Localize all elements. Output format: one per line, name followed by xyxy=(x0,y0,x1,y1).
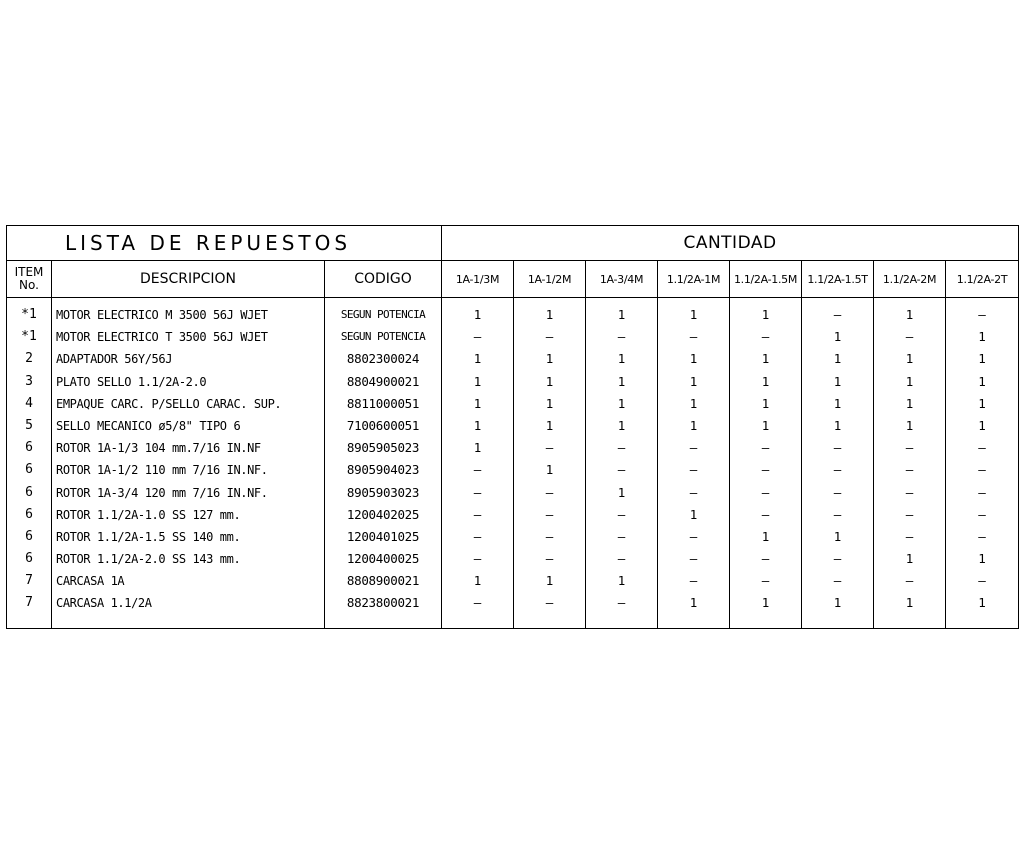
quantity-column xyxy=(514,298,586,629)
part-code: 8804900021 xyxy=(346,373,420,389)
quantity-cell: – xyxy=(905,506,914,522)
codigo-column xyxy=(325,298,442,629)
quantity-cell: 1 xyxy=(473,440,482,456)
part-code: 8811000051 xyxy=(346,395,420,411)
part-description: EMPAQUE CARC. P/SELLO CARAC. SUP. xyxy=(56,396,282,411)
quantity-cell: 1 xyxy=(617,395,626,411)
quantity-cell: 1 xyxy=(905,373,914,389)
quantity-cell: – xyxy=(761,329,770,345)
quantity-cell: – xyxy=(833,573,842,589)
quantity-cell: – xyxy=(617,506,626,522)
model-header: 1.1/2A-1M xyxy=(658,261,730,298)
quantity-cell: – xyxy=(905,528,914,544)
part-description: PLATO SELLO 1.1/2A-2.0 xyxy=(56,374,207,389)
quantity-cell: 1 xyxy=(833,395,842,411)
quantity-cell: – xyxy=(833,506,842,522)
quantity-column xyxy=(874,298,946,629)
part-code: 8808900021 xyxy=(346,573,420,589)
quantity-cell: 1 xyxy=(761,417,770,433)
quantity-cell: – xyxy=(473,528,482,544)
quantity-cell: – xyxy=(617,551,626,567)
item-number: 6 xyxy=(25,506,33,522)
part-description: ROTOR 1A-1/2 110 mm 7/16 IN.NF. xyxy=(56,463,268,478)
part-code: 7100600051 xyxy=(346,417,420,433)
quantity-cell: 1 xyxy=(689,417,698,433)
part-code: 1200401025 xyxy=(346,528,420,544)
quantity-cell: 1 xyxy=(689,595,698,611)
quantity-cell: 1 xyxy=(833,528,842,544)
quantity-cell: – xyxy=(473,484,482,500)
quantity-cell: – xyxy=(473,462,482,478)
item-number: 7 xyxy=(25,573,33,589)
quantity-column xyxy=(658,298,730,629)
part-description: MOTOR ELECTRICO M 3500 56J WJET xyxy=(56,308,268,322)
quantity-cell: – xyxy=(978,462,986,478)
quantity-cell: – xyxy=(905,440,914,456)
quantity-cell: 1 xyxy=(978,373,986,389)
part-code: 8802300024 xyxy=(346,351,420,367)
quantity-cell: – xyxy=(905,573,914,589)
quantity-cell: – xyxy=(689,462,698,478)
part-code: SEGUN POTENCIA xyxy=(340,330,426,344)
quantity-cell: 1 xyxy=(545,573,554,589)
item-no-header xyxy=(7,261,52,298)
quantity-cell: – xyxy=(473,329,482,345)
part-description: MOTOR ELECTRICO T 3500 56J WJET xyxy=(56,330,268,345)
quantity-cell: – xyxy=(978,307,986,322)
quantity-cell: – xyxy=(545,595,554,611)
model-header: 1.1/2A-1.5M xyxy=(730,261,802,298)
part-code: 1200402025 xyxy=(346,506,420,522)
quantity-cell: 1 xyxy=(905,395,914,411)
descripcion-header: DESCRIPCION xyxy=(52,261,325,298)
part-code: 8905905023 xyxy=(346,440,420,456)
part-description: SELLO MECANICO ø5/8" TIPO 6 xyxy=(56,418,241,433)
model-header: 1.1/2A-1.5T xyxy=(802,261,874,298)
model-header: 1.1/2A-2M xyxy=(874,261,946,298)
descripcion-column xyxy=(52,298,325,629)
part-code: SEGUN POTENCIA xyxy=(340,308,426,321)
quantity-cell: – xyxy=(905,484,914,500)
quantity-cell: – xyxy=(833,484,842,500)
spare-parts-sheet xyxy=(6,225,1018,630)
quantity-cell: 1 xyxy=(689,506,698,522)
quantity-cell: – xyxy=(545,528,554,544)
quantity-cell: – xyxy=(545,506,554,522)
quantity-cell: – xyxy=(545,440,554,456)
item-column xyxy=(7,298,52,629)
quantity-cell: – xyxy=(905,462,914,478)
quantity-cell: – xyxy=(761,573,770,589)
quantity-cell: – xyxy=(978,440,986,456)
item-number: 6 xyxy=(25,440,33,456)
quantity-cell: – xyxy=(833,462,842,478)
quantity-cell: 1 xyxy=(905,351,914,367)
item-number: 7 xyxy=(25,595,33,611)
quantity-cell: – xyxy=(689,573,698,589)
quantity-cell: 1 xyxy=(978,351,986,367)
model-header: 1A-3/4M xyxy=(586,261,658,298)
quantity-cell: 1 xyxy=(473,395,482,411)
quantity-cell: 1 xyxy=(545,395,554,411)
quantity-column xyxy=(802,298,874,629)
quantity-cell: – xyxy=(761,440,770,456)
quantity-cell: 1 xyxy=(978,329,986,345)
quantity-cell: – xyxy=(833,440,842,456)
quantity-cell: – xyxy=(833,307,842,322)
quantity-cell: – xyxy=(617,462,626,478)
quantity-cell: 1 xyxy=(473,417,482,433)
item-number: 6 xyxy=(25,484,33,500)
quantity-cell: – xyxy=(761,506,770,522)
quantity-cell: 1 xyxy=(761,528,770,544)
item-header-line1: ITEM xyxy=(14,265,44,279)
quantity-cell: – xyxy=(617,440,626,456)
item-number: 3 xyxy=(25,373,33,389)
item-header-line2: No. xyxy=(19,278,39,292)
quantity-cell: 1 xyxy=(473,373,482,389)
quantity-cell: – xyxy=(689,528,698,544)
quantity-cell: 1 xyxy=(978,595,986,611)
quantity-cell: 1 xyxy=(689,395,698,411)
quantity-cell: – xyxy=(833,551,842,567)
quantity-cell: – xyxy=(905,329,914,345)
quantity-cell: – xyxy=(473,595,482,611)
quantity-cell: 1 xyxy=(617,417,626,433)
quantity-cell: 1 xyxy=(689,373,698,389)
quantity-cell: – xyxy=(545,484,554,500)
quantity-cell: 1 xyxy=(761,351,770,367)
quantity-cell: – xyxy=(545,329,554,345)
quantity-cell: – xyxy=(978,484,986,500)
quantity-cell: 1 xyxy=(761,373,770,389)
quantity-cell: 1 xyxy=(833,595,842,611)
table-title: LISTA DE REPUESTOS xyxy=(7,226,442,261)
quantity-cell: 1 xyxy=(545,373,554,389)
part-description: CARCASA 1A xyxy=(56,574,125,589)
quantity-cell: 1 xyxy=(545,462,554,478)
quantity-cell: 1 xyxy=(833,329,842,345)
quantity-column xyxy=(730,298,802,629)
quantity-cell: 1 xyxy=(545,351,554,367)
part-description: ADAPTADOR 56Y/56J xyxy=(56,352,173,367)
item-number: 6 xyxy=(25,528,33,544)
part-code: 1200400025 xyxy=(346,551,420,567)
quantity-cell: – xyxy=(689,551,698,567)
part-description: ROTOR 1.1/2A-2.0 SS 143 mm. xyxy=(56,552,241,567)
quantity-cell: – xyxy=(689,329,698,345)
item-number: *1 xyxy=(21,329,37,345)
quantity-cell: – xyxy=(689,440,698,456)
quantity-cell: 1 xyxy=(689,307,698,322)
quantity-cell: – xyxy=(978,573,986,589)
quantity-cell: 1 xyxy=(833,417,842,433)
quantity-cell: – xyxy=(761,462,770,478)
quantity-cell: 1 xyxy=(978,417,986,433)
quantity-cell: 1 xyxy=(761,595,770,611)
quantity-cell: – xyxy=(761,484,770,500)
part-description: ROTOR 1A-1/3 104 mm.7/16 IN.NF xyxy=(56,441,261,456)
quantity-cell: 1 xyxy=(473,307,482,322)
quantity-cell: – xyxy=(978,506,986,522)
item-number: *1 xyxy=(21,307,37,322)
quantity-cell: 1 xyxy=(833,373,842,389)
model-header: 1A-1/2M xyxy=(514,261,586,298)
quantity-cell: 1 xyxy=(617,373,626,389)
quantity-cell: 1 xyxy=(473,573,482,589)
quantity-cell: 1 xyxy=(545,417,554,433)
part-code: 8905903023 xyxy=(346,484,420,500)
quantity-cell: – xyxy=(689,484,698,500)
quantity-cell: 1 xyxy=(473,351,482,367)
quantity-column xyxy=(442,298,514,629)
quantity-cell: 1 xyxy=(761,395,770,411)
quantity-cell: 1 xyxy=(905,595,914,611)
part-code: 8823800021 xyxy=(346,595,420,611)
part-code: 8905904023 xyxy=(346,462,420,478)
quantity-cell: – xyxy=(545,551,554,567)
quantity-cell: – xyxy=(617,329,626,345)
spare-parts-table xyxy=(6,225,1019,629)
cantidad-header: CANTIDAD xyxy=(442,226,1019,261)
quantity-cell: 1 xyxy=(761,307,770,322)
quantity-cell: 1 xyxy=(905,417,914,433)
quantity-cell: 1 xyxy=(617,573,626,589)
part-description: CARCASA 1.1/2A xyxy=(56,596,152,611)
item-number: 6 xyxy=(25,551,33,567)
quantity-cell: – xyxy=(978,528,986,544)
quantity-cell: 1 xyxy=(689,351,698,367)
item-number: 6 xyxy=(25,462,33,478)
quantity-cell: – xyxy=(617,528,626,544)
item-number: 4 xyxy=(25,395,33,411)
codigo-header: CODIGO xyxy=(325,261,442,298)
quantity-cell: 1 xyxy=(833,351,842,367)
quantity-cell: – xyxy=(473,551,482,567)
item-number: 2 xyxy=(25,351,33,367)
quantity-column xyxy=(586,298,658,629)
quantity-cell: 1 xyxy=(545,307,554,322)
quantity-column xyxy=(946,298,1019,629)
model-header: 1.1/2A-2T xyxy=(946,261,1019,298)
quantity-cell: 1 xyxy=(978,395,986,411)
quantity-cell: 1 xyxy=(905,551,914,567)
model-header: 1A-1/3M xyxy=(442,261,514,298)
quantity-cell: 1 xyxy=(617,484,626,500)
part-description: ROTOR 1.1/2A-1.5 SS 140 mm. xyxy=(56,529,241,544)
part-description: ROTOR 1A-3/4 120 mm 7/16 IN.NF. xyxy=(56,485,268,500)
quantity-cell: 1 xyxy=(617,307,626,322)
quantity-cell: 1 xyxy=(905,307,914,322)
quantity-cell: 1 xyxy=(617,351,626,367)
quantity-cell: – xyxy=(761,551,770,567)
item-number: 5 xyxy=(25,417,33,433)
quantity-cell: – xyxy=(617,595,626,611)
quantity-cell: – xyxy=(473,506,482,522)
quantity-cell: 1 xyxy=(978,551,986,567)
part-description: ROTOR 1.1/2A-1.0 SS 127 mm. xyxy=(56,507,241,522)
